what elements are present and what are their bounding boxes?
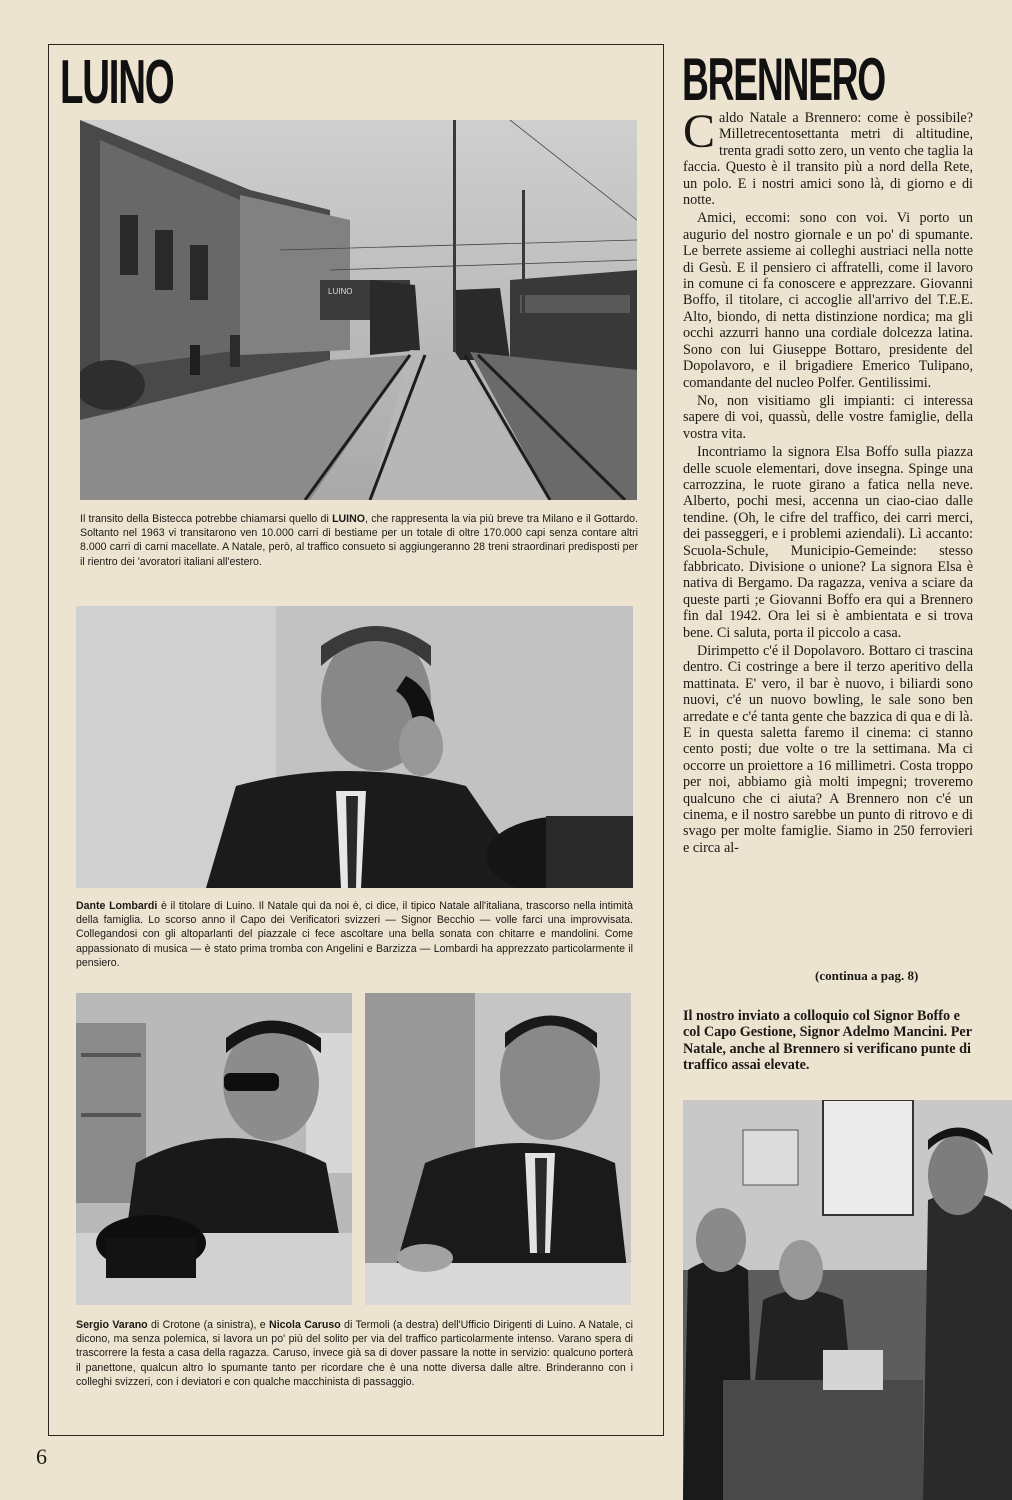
- brennero-summary: Il nostro inviato a colloquio col Signor Boffo e col Capo Gestione, Signor Adelmo Mancini. Per Natale, anche al Brennero si verificano punte di traffico assai elevate.: [683, 1008, 972, 1074]
- station-sign: LUINO: [328, 287, 353, 296]
- caption-varano-caruso: Sergio Varano di Crotone (a sinistra), e Nicola Caruso di Termoli (a destra) dell'Ufficio Dirigenti di Luino. A Natale, ci dicono, ma senza polemica, si lavora un po' più del solito per via del traffico particolarmente intenso. Varano spera di trascorrere la festa a casa della ragazza. Caruso, invece già sa di dover passare la notte in servizio: qualcuno porterà il panettone, qualcun altro lo spumante tanto per ricordare che è una notte diversa dalle altre. Brinderanno con i colleghi svizzeri, con i deviatori e con qualche macchinista di passaggio.: [76, 1319, 634, 1388]
- station-illustration: [80, 120, 637, 500]
- article-paragraph: Incontriamo la signora Elsa Boffo sulla piazza delle scuole elementari, dove insegna. Spinge una carrozzina, le ruote girano a fatica nella neve. Alberto, pochi mesi, accenna un ciao-ciao dalle tendine. (Oh, le cifre del traffico, dei carri merci, dei passeggeri, e i problemi aziendali). Lì accanto: Scuola-Schule, Municipio-Gemeinde: stesso fabbricato. Divisione o unione? La signora Elsa è nativa di Bergamo. Da ragazza, veniva a sciare da queste parti ;e Giovanni Boffo era qui a Brennero fin dal 1942. Ora lei si è ambientata e si trova bene. Ci saluta, porta il piccolo a casa.: [683, 444, 973, 641]
- article-paragraph: Amici, eccomi: sono con voi. Vi porto un augurio del nostro giornale e un po' di spumante. Le berrete assieme ai colleghi austriaci nella notte di Gesù. E il pensiero ci affratelli, come il lavoro in comune ci fa conoscere e apprezzare. Giovanni Boffo, il titolare, ci accoglie all'arrivo del T.E.E. Alto, biondo, di netta distinzione nordica; ma gli occhi azzurri hanno una cordiale dolcezza latina. Sono con lui Giuseppe Bottaro, presidente del Dopolavoro, e il brigadiere Emerico Tulipano, comandante del nucleo Polfer. Gentilissimi.: [683, 210, 973, 391]
- page-number: 6: [36, 1444, 47, 1469]
- column-divider: [663, 44, 664, 1436]
- drop-cap: C: [683, 105, 716, 158]
- article-paragraph: Dirimpetto c'é il Dopolavoro. Bottaro ci trascina dentro. Ci costringe a bere il terzo aperitivo della mattinata. E' vero, il bar è nuovo, i biliardi sono nuovi, c'é un nuovo bowling, le sale sono ben arredate e c'é tanta gente che bazzica di qua e di là. E in questa saletta faremo il cinema: ci stanno cento posti; due volte o tre la settimana. Ma ci occorre un proiettore a 16 millimetri. Costa troppo per noi, abbiamo già molti impegni; troveremo qualcuno che ci aiuta? A Brennero non c'é un cinema, e il nostro sarebbe un punto di ritrovo e di svago per molte famiglie. Siamo in 250 ferrovieri e circa al-: [683, 643, 973, 856]
- headline-luino: LUINO: [60, 48, 174, 117]
- caruso-illustration: [365, 993, 631, 1305]
- photo-sergio-varano: [76, 993, 352, 1305]
- brennero-office-illustration: [683, 1100, 1012, 1500]
- caption-dante-lombardi: Dante Lombardi è il titolare di Luino. Il Natale qui da noi è, ci dice, il tipico Natale all'italiana, trascorso nella intimità della famiglia. Lo scorso anno il Capo dei Verificatori svizzeri — Signor Becchio — volle farci una improvvisata. Collegandosi con gli altoparlanti del piazzale ci fece ascoltare una bella sonata con chitarre e mandolini. Come appassionato di musica — è stato prima tromba con Angelini e Barzizza — Lombardi ha apprezzato particolarmente il pensiero.: [76, 900, 633, 969]
- article-paragraph: No, non visitiamo gli impianti: ci interessa sapere di voi, quassù, delle vostre famiglie, della vostra vita.: [683, 392, 973, 442]
- photo-luino-station: [80, 120, 637, 500]
- photo-nicola-caruso: [365, 993, 631, 1305]
- photo-dante-lombardi: [76, 606, 633, 888]
- caption-luino-station: Il transito della Bistecca potrebbe chiamarsi quello di LUINO, che rappresenta la via più breve tra Milano e il Gottardo. Soltanto nel 1963 vi transitarono ven 10.000 carri di bestiame per un totale di oltre 170.000 capi senza contare altri 8.000 carri di carni macellate. A Natale, però, al traffico consueto si aggiungeranno 28 treni straordinari predisposti per il rientro dei 'avoratori italiani all'estero.: [80, 513, 638, 568]
- headline-brennero: BRENNERO: [682, 46, 885, 113]
- photo-brennero-office: [683, 1100, 1012, 1500]
- article-brennero: [683, 105, 973, 858]
- lombardi-illustration: [76, 606, 633, 888]
- continued-note: (continua a pag. 8): [815, 968, 919, 983]
- article-paragraph: Caldo Natale a Brennero: come è possibile? Milletrecentosettanta metri di altitudine, trenta gradi sotto zero, un vento che taglia la faccia. Questo è il transito più a nord della Rete, un polo. E i nostri amici sono là, di giorno e di notte.: [683, 105, 973, 209]
- varano-illustration: [76, 993, 352, 1305]
